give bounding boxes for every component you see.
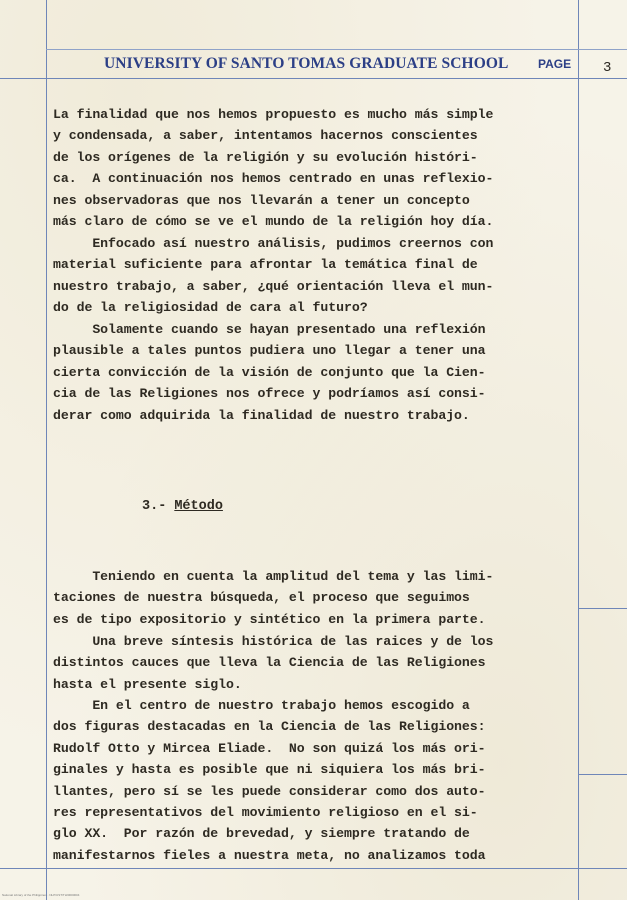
text-line: derar como adquirida la finalidad de nuestro trabajo. [53,407,470,423]
section-title: Método [174,499,223,514]
text-line: material suficiente para afrontar la temática final de [53,257,478,273]
text-line: dos figuras destacadas en la Ciencia de las Religiones: [53,719,486,735]
text-line: glo XX. Por razón de brevedad, y siempre tratando de [53,826,470,842]
text-line: do de la religiosidad de cara al futuro? [53,300,368,316]
footer-watermark: National Library of the Philippines · NLP/UST/TH/0000004 [2,893,80,897]
text-line: es de tipo expositorio y sintético en la primera parte. [53,611,486,627]
text-line: más claro de cómo se ve el mundo de la religión hoy día. [53,213,494,229]
text-line: En el centro de nuestro trabajo hemos escogido a [53,698,470,713]
text-line: cia de las Religiones nos ofrece y podríamos así consi- [53,386,486,402]
text-line: llantes, pero sí se les puede considerar como dos auto- [53,783,486,799]
paragraph-1 [53,104,571,232]
paragraph-5 [53,631,571,695]
text-line: y condensada, a saber, intentamos hacernos conscientes [53,128,478,144]
text-line: de los orígenes de la religión y su evolución históri- [53,149,478,165]
page-number: 3 [603,60,612,76]
university-title: UNIVERSITY OF SANTO TOMAS GRADUATE SCHOOL [104,55,509,72]
text-line: Solamente cuando se hayan presentado una reflexión [53,322,486,337]
paragraph-4 [53,566,571,630]
paragraph-3 [53,319,571,426]
text-line: Teniendo en cuenta la amplitud del tema y las limi- [53,569,494,584]
paragraph-6 [53,695,571,866]
text-line: La finalidad que nos hemos propuesto es mucho más simple [53,107,494,122]
header-bottom-rule [0,78,627,79]
text-line: Enfocado así nuestro análisis, pudimos creernos con [53,236,494,251]
text-line: manifestarnos fieles a nuestra meta, no analizamos toda [53,847,486,863]
left-margin-rule [46,0,47,900]
text-line: nuestro trabajo, a saber, ¿qué orientación lleva el mun- [53,278,494,294]
side-rule-1 [578,608,627,609]
text-line: cierta convicción de la visión de conjunto que la Cien- [53,364,486,380]
paragraph-2 [53,233,571,319]
text-line: Una breve síntesis histórica de las raices y de los [53,634,494,649]
section-number: 3.- [142,499,167,514]
page-header [46,50,578,78]
page-label: PAGE [538,57,572,71]
footer-rule [0,868,627,869]
text-line: taciones de nuestra búsqueda, el proceso que seguimos [53,590,470,606]
text-line: res representativos del movimiento religioso en el si- [53,804,478,820]
side-header-rule [578,49,627,50]
text-line: ginales y hasta es posible que ni siquiera los más bri- [53,762,486,778]
right-margin-rule [578,0,579,900]
text-line: Rudolf Otto y Mircea Eliade. No son quizá los más ori- [53,740,486,756]
text-line: distintos cauces que lleva la Ciencia de las Religiones [53,655,486,671]
section-heading [142,499,223,514]
text-line: nes observadoras que nos llevarán a tener un concepto [53,192,470,208]
text-line: plausible a tales puntos pudiera uno llegar a tener una [53,343,486,359]
side-rule-2 [578,774,627,775]
text-line: hasta el presente siglo. [53,676,242,692]
text-line: ca. A continuación nos hemos centrado en unas reflexio- [53,171,494,187]
